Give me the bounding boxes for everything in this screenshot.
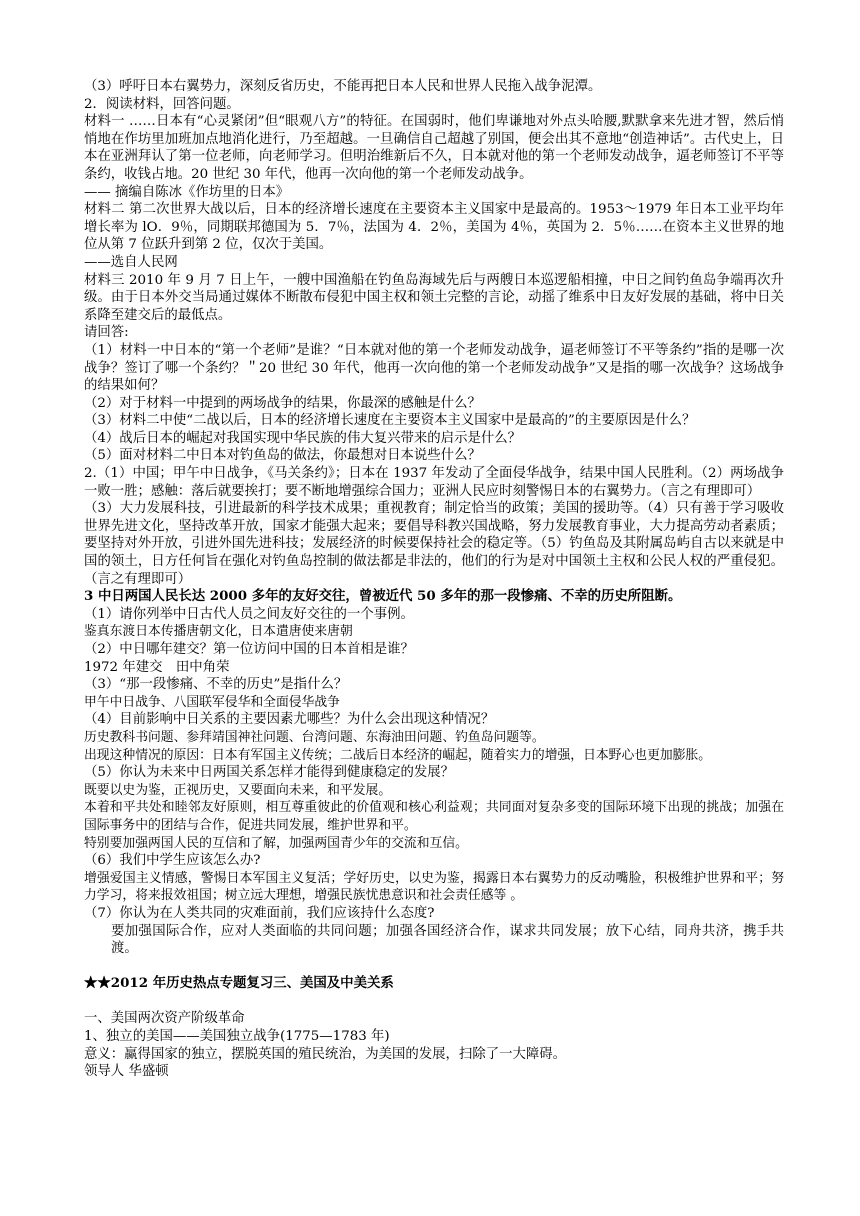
text-paragraph: （3）呼吁日本右翼势力，深刻反省历史，不能再把日本人民和世界人民拖入战争泥潭。 xyxy=(84,79,602,94)
text-paragraph: （1）请你列举中日古代人员之间友好交往的一个事例。 xyxy=(84,606,414,622)
text-paragraph: —— 摘编自陈冰《作坊里的日本》 xyxy=(84,184,290,200)
text-paragraph: 材料一 ……日本有“心灵紧闭”但“眼观八方”的特征。在国弱时，他们卑谦地对外点头哈腰,默默拿来先进才智，然后悄悄地在作坊里加班加点地消化进行，乃至超越。一旦确信自己超越了别国，便会出其不意地“创造神话”。古代史上，日本在亚洲拜认了第一位老师，向老师学习。但明治维新后不久，日本就对他的第一个老师发动战争，逼老师签订不平等条约，收钱占地。20 世纪 30 年代，他再一次向他的第一个老师发动战争。 xyxy=(84,114,784,182)
text-paragraph: ——选自人民网 xyxy=(84,254,178,270)
answer-text: 既要以史为鉴，正视历史，又要面向未来，和平发展。 xyxy=(84,782,392,798)
answer-text: 甲午中日战争、八国联军侵华和全面侵华战争 xyxy=(84,694,340,710)
text-paragraph: （4）目前影响中日关系的主要因素尤哪些？为什么会出现这种情况？ xyxy=(84,712,495,728)
text-paragraph: （4）战后日本的崛起对我国实现中华民族的伟大复兴带来的启示是什么？ xyxy=(84,430,522,446)
text-paragraph: 材料二 第二次世界大战以后，日本的经济增长速度在主要资本主义国家中是最高的。1953～1979 年日本工业平均年增长率为 lO．9％，同期联邦德国为 5．7％，法国为 4．2％，美国为 4％，英国为 2．5％……在资本主义世界的地位从第 7 位跃升到第 2 位，仅次于美国。 xyxy=(84,202,784,253)
text-paragraph: （2）中日哪年建交？第一位访问中国的日本首相是谁？ xyxy=(84,642,414,657)
blank-line xyxy=(84,958,784,976)
answer-text: 本着和平共处和睦邻友好原则，相互尊重彼此的价值观和核心利益观；共同面对复杂多变的国际环境下出现的挑战；加强在国际事务中的团结与合作，促进共同发展，维护世界和平。 xyxy=(84,800,784,833)
text-paragraph: （3）“那一段惨痛、不幸的历史”是指什么？ xyxy=(84,677,348,693)
answer-text: 鉴真东渡日本传播唐朝文化，日本遣唐使来唐朝 xyxy=(84,624,353,640)
text-paragraph: （6）我们中学生应该怎么办? xyxy=(84,853,261,869)
answer-text: 历史教科书问题、参拜靖国神社问题、台湾问题、东海油田问题、钓鱼岛问题等。 xyxy=(84,729,545,745)
text-paragraph: （3）大力发展科技，引进最新的科学技术成果；重视教育；制定恰当的政策；美国的援助等。（4）只有善于学习吸收世界先进文化，坚持改革开放，国家才能强大起来；要倡导科教兴国战略，努力发展教育事业，大力提高劳动者素质；要坚持对外开放，引进外国先进科技；发展经济的时候要保持社会的稳定等。（5）钓鱼岛及其附属岛屿自古以来就是中国的领土，日方任何旨在强化对钓鱼岛控制的做法都是非法的，他们的行为是对中国领土主权和公民人权的严重侵犯。（言之有理即可） xyxy=(84,501,784,587)
section-heading: 3 中日两国人民长达 2000 多年的友好交往，曾被近代 50 多年的那一段惨痛、不幸的历史所阻断。 xyxy=(84,588,682,605)
answer-text: 特别要加强两国人民的互信和了解，加强两国青少年的交流和互信。 xyxy=(84,835,468,851)
text-paragraph: （5）面对材料二中日本对钓鱼岛的做法，你最想对日本说些什么？ xyxy=(84,448,481,464)
section-heading: ★★2012 年历史热点专题复习三、美国及中美关系 xyxy=(84,975,394,992)
text-paragraph: （1）材料一中日本的“第一个老师”是谁？“日本就对他的第一个老师发动战争，逼老师签订不平等条约”指的是哪一次战争？签订了哪一个条约？＂20 世纪 30 年代，他再一次向他的第一个老师发动战争”又是指的哪一次战争？这场战争的结果如何？ xyxy=(84,342,784,394)
text-paragraph: （3）材料二中使“二战以后，日本的经济增长速度在主要资本主义国家中是最高的”的主要原因是什么？ xyxy=(84,413,696,429)
text-paragraph: 要加强国际合作，应对人类面临的共同问题；加强各国经济合作，谋求共同发展；放下心结，同舟共济，携手共渡。 xyxy=(111,923,784,957)
text-paragraph: （7）你认为在人类共同的灾难面前，我们应该持什么态度? xyxy=(84,905,435,921)
answer-text: 增强爱国主义情感，警惕日本军国主义复活；学好历史，以史为鉴，揭露日本右翼势力的反动嘴脸，积极维护世界和平；努力学习，将来报效祖国；树立远大理想，增强民族忧患意识和社会责任感等 。 xyxy=(84,870,784,904)
answer-text: 出现这种情况的原因：日本有军国主义传统；二战后日本经济的崛起，随着实力的增强，日本野心也更加膨胀。 xyxy=(84,747,712,763)
text-paragraph: （5）你认为未来中日两国关系怎样才能得到健康稳定的发展？ xyxy=(84,765,455,781)
text-paragraph: 材料三 2010 年 9 月 7 日上午，一艘中国渔船在钓鱼岛海域先后与两艘日本巡逻船相撞，中日之间钓鱼岛争端再次升级。由于日本外交当局通过媒体不断散布侵犯中国主权和领土完整的言论，动摇了维系中日友好发展的基础，将中日关系降至建交后的最低点。 xyxy=(84,272,784,323)
text-paragraph: 领导人 华盛顿 xyxy=(84,1064,169,1080)
text-paragraph: 一、美国两次资产阶级革命 xyxy=(84,1011,245,1027)
text-paragraph: （2）对于材料一中提到的两场战争的结果，你最深的感触是什么？ xyxy=(84,395,481,411)
text-paragraph: 1972 年建交 田中角荣 xyxy=(84,659,230,675)
text-paragraph: 意义：赢得国家的独立，摆脱英国的殖民统治，为美国的发展，扫除了一大障碍。 xyxy=(84,1046,567,1062)
text-paragraph: 请回答: xyxy=(84,325,129,341)
text-paragraph: 2.（1）中国；甲午中日战争，《马关条约》；日本在 1937 年发动了全面侵华战争，结果中国人民胜利。（2）两场战争一败一胜；感触：落后就要挨打；要不断地增强综合国力；亚洲人民应时刻警惕日本的右翼势力。（言之有理即可） xyxy=(84,466,784,499)
document-page xyxy=(84,78,784,1081)
blank-line xyxy=(84,993,784,1011)
text-paragraph: 2．阅读材料，回答问题。 xyxy=(84,96,240,112)
text-paragraph: 1、独立的美国——美国独立战争(1775—1783 年) xyxy=(84,1029,390,1045)
